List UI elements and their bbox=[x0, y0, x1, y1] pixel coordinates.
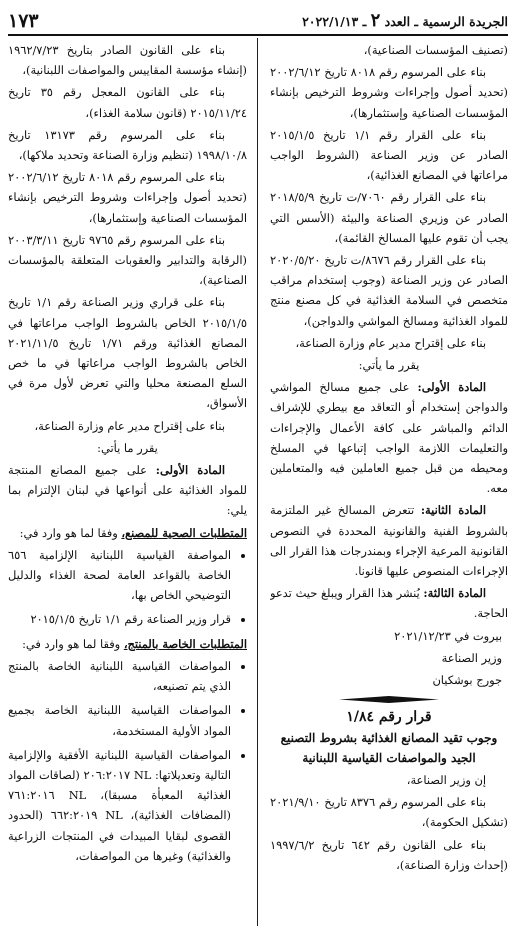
paragraph: بناء على المرسوم رقم ١٣١٧٣ تاريخ ١٩٩٨/١٠/٨ (تنظيم وزارة الصناعة وتحديد ملاكها)، bbox=[8, 127, 247, 163]
article-3 bbox=[270, 583, 508, 623]
column-separator bbox=[257, 38, 258, 926]
right-column bbox=[270, 40, 508, 877]
article-1 bbox=[8, 460, 247, 521]
signature-title: وزير الصناعة bbox=[441, 650, 502, 665]
article-label: المادة الأولى: bbox=[417, 380, 486, 395]
article-text: على جميع مسالخ المواشي والدواجن إستخدام أو التعاقد مع بيطري للإشراف الدائم والمباشر على كافة الأعمال والإجراءات والتعليمات اللازمة الواجب إتباعها في المسلخ ومحيطه من قبل جميع العاملين فيه والمتعاملين معه. bbox=[270, 380, 508, 496]
article-text: تتعرض المسالخ غير الملتزمة بالشروط الفنية والقانونية المحددة في النصوص القانونية المرعية الإجراء وبمندرجات هذا القرار الى الإجراءات المنصوص عليها قانونا. bbox=[270, 503, 508, 579]
article-1 bbox=[270, 377, 508, 498]
article-label: المادة الثالثة: bbox=[423, 586, 486, 601]
paragraph: بناء على إقتراح مدير عام وزارة الصناعة، bbox=[34, 418, 225, 433]
paragraph: بناء على المرسوم رقم ٨٣٧٦ تاريخ ٢٠٢١/٩/١٠ (تشكيل الحكومة)، bbox=[270, 795, 508, 830]
article-text: يُنشر هذا القرار ويبلغ حيث تدعو الحاجة. bbox=[270, 586, 508, 621]
list-item: • المواصفة القياسية اللبنانية الإلزامية ٦٥٦ الخاصة بالقواعد العامة لصحة الغذاء والدليل التوضيحي الخاص بها، bbox=[8, 545, 231, 606]
list-item: • المواصفات القياسية اللبنانية الأفقية والإلزامية التالية وتعديلاتها: NL ٢٠٦:٢٠١٧ (لصاقات المواد الغذائية المعبأة مسبقا)، NL ٧٦١:٢٠١٦ (المضافات الغذائية)، NL ٦٦٢:٢٠١٩ (الحدود القصوى لبقايا المبيدات في المنتجات الزراعية والغذائية) وغيرها من المواصفات، bbox=[8, 745, 231, 866]
decides-heading: يقرر ما يأتي: bbox=[97, 440, 158, 455]
section-divider bbox=[270, 696, 508, 703]
health-requirements-list bbox=[8, 545, 247, 630]
page-number: ١٧٣ bbox=[8, 10, 39, 32]
product-requirements-heading bbox=[8, 634, 247, 654]
paragraph: إن وزير الصناعة، bbox=[406, 772, 486, 787]
requirements-heading-tail: وفقا لما هو وارد في: bbox=[22, 636, 121, 651]
article-label: المادة الأولى: bbox=[155, 463, 225, 478]
paragraph: بناء على المرسوم رقم ٨٠١٨ تاريخ ٢٠٠٢/٦/١٢ (تحديد أصول وإجراءات وشروط الترخيص بإنشاء المؤسسات الصناعية وإستثمارها)، bbox=[8, 170, 247, 225]
article-2 bbox=[270, 500, 508, 581]
list-item: • قرار وزير الصناعة رقم ١/١ تاريخ ٢٠١٥/١/٥ bbox=[8, 609, 231, 629]
left-column bbox=[8, 40, 247, 870]
paragraph: بناء على القانون المعجل رقم ٣٥ تاريخ ٢٠١٥/١١/٢٤ (قانون سلامة الغذاء)، bbox=[8, 85, 247, 120]
paragraph: بناء على المرسوم رقم ٨٠١٨ تاريخ ٢٠٠٢/٦/١٢ (تحديد أصول وإجراءات وشروط الترخيص بإنشاء المؤسسات الصناعية وإستثمارها)، bbox=[270, 65, 508, 120]
product-requirements-list bbox=[8, 656, 247, 866]
paragraph: بناء على القرار رقم ٧٠٦٠/ت تاريخ ٢٠١٨/٥/٩ الصادر عن وزيري الصناعة والبيئة (الأسس التي يجب أن تقوم عليها المسالخ القائمة)، bbox=[270, 190, 508, 245]
paragraph: بناء على القرار رقم ١/١ تاريخ ٢٠١٥/١/٥ الصادر عن وزير الصناعة (الشروط الواجب مراعاتها في المصانع الغذائية)، bbox=[270, 127, 508, 183]
signature-place-date: بيروت في ٢٠٢١/١٢/٢٣ bbox=[394, 628, 502, 643]
decides-heading: يقرر ما يأتي: bbox=[358, 358, 420, 373]
requirements-heading-tail: وفقا لما هو وارد في: bbox=[19, 525, 118, 540]
requirements-heading-label: المتطلبات الخاصة بالمنتج، bbox=[123, 636, 247, 651]
decision-number: قرار رقم ١/٨٤ bbox=[346, 709, 432, 726]
paragraph: بناء على القرار رقم ٨٦٧٦/ت تاريخ ٢٠٢٠/٥/٢٠ الصادر عن وزير الصناعة (وجوب إستخدام مراقب متخصص في السلامة الغذائية في كل مصنع منتج للمواد الغذائية ومسالخ المواشي والدواجن)، bbox=[270, 253, 508, 328]
issue-number: ٢ bbox=[370, 10, 381, 31]
health-requirements-heading bbox=[8, 523, 247, 543]
decision-title: وجوب تقيد المصانع الغذائية بشروط التصنيع الجيد والمواصفات القياسية اللبنانية bbox=[280, 730, 498, 765]
signature-name: جورج بوشكيان bbox=[432, 673, 502, 688]
issue-date: ـ ٢٠٢٢/١/١٣ bbox=[302, 14, 367, 29]
paragraph: بناء على إقتراح مدير عام وزارة الصناعة، bbox=[295, 335, 486, 350]
divider-ornament bbox=[339, 696, 439, 703]
list-item: • المواصفات القياسية اللبنانية الخاصة بجميع المواد الأولية المستخدمة، bbox=[8, 700, 231, 740]
paragraph: بناء على قراري وزير الصناعة رقم ١/١ تاريخ ٢٠١٥/١/٥ الخاص بالشروط الواجب مراعاتها في المصانع الغذائية ورقم ١/٧١ تاريخ ٢٠٢١/١١/٥ الخاص بالشروط الواجب مراعاتها في ما خص السلع المصنعة محليا والتي تعرض لأول مرة في الأسواق، bbox=[8, 295, 247, 411]
requirements-heading-label: المتطلبات الصحية للمصنع، bbox=[121, 525, 247, 540]
article-text: على جميع المصانع المنتجة للمواد الغذائية على أنواعها في لبنان الإلتزام بما يلي: bbox=[8, 463, 247, 518]
paragraph: بناء على القانون الصادر بتاريخ ١٩٦٢/٧/٢٣ (إنشاء مؤسسة المقاييس والمواصفات اللبنانية)، bbox=[8, 43, 247, 78]
paragraph: (تصنيف المؤسسات الصناعية)، bbox=[363, 43, 508, 57]
page-header bbox=[8, 6, 508, 36]
paragraph: بناء على المرسوم رقم ٩٧٦٥ تاريخ ٢٠٠٣/٣/١١ (الرقابة والتدابير والعقوبات المتعلقة بالمؤسسات الصناعية)، bbox=[8, 232, 247, 288]
gazette-title bbox=[302, 10, 508, 34]
article-label: المادة الثانية: bbox=[420, 503, 486, 518]
list-item: • المواصفات القياسية اللبنانية الخاصة بالمنتج الذي يتم تصنيعه، bbox=[8, 656, 231, 696]
gazette-name: الجريدة الرسمية ـ العدد bbox=[384, 14, 508, 29]
paragraph: بناء على القانون رقم ٦٤٢ تاريخ ١٩٩٧/٦/٢ (إحداث وزارة الصناعة)، bbox=[270, 837, 508, 872]
